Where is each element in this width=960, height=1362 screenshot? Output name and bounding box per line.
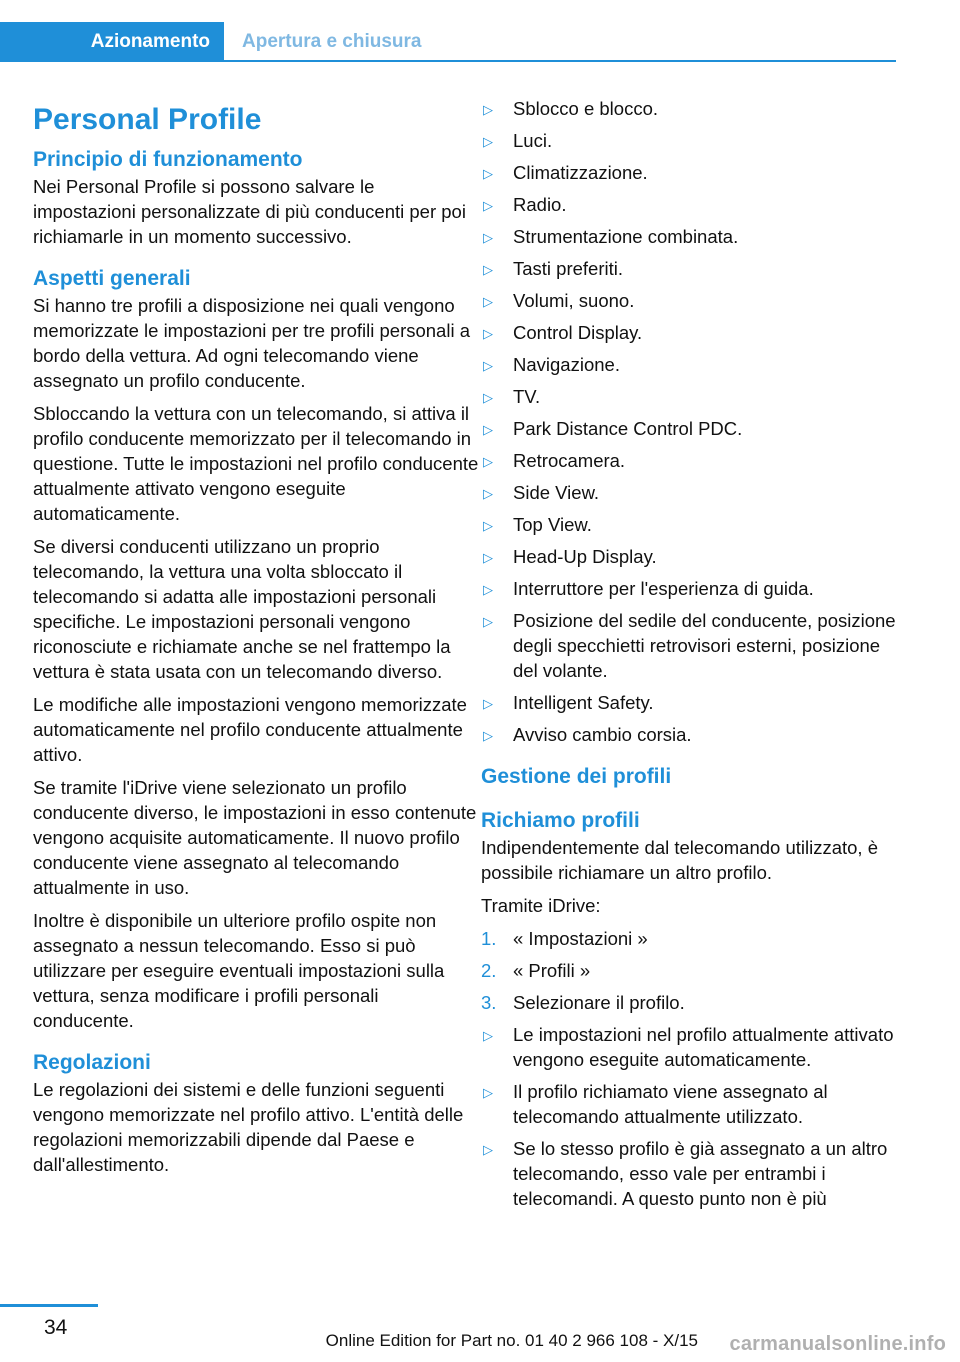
left-column bbox=[33, 96, 479, 1185]
triangle-bullet-icon: ▷ bbox=[483, 518, 493, 533]
triangle-bullet-icon: ▷ bbox=[483, 696, 493, 711]
edition-note: Online Edition for Part no. 01 40 2 966 108 - X/15 bbox=[325, 1331, 698, 1350]
list-item: ▷ Intelligent Safety. bbox=[481, 690, 901, 715]
triangle-bullet-icon: ▷ bbox=[483, 614, 493, 629]
list-item: ▷ Luci. bbox=[481, 128, 901, 153]
list-item: ▷ Avviso cambio corsia. bbox=[481, 722, 901, 747]
list-item: ▷ Navigazione. bbox=[481, 352, 901, 377]
paragraph: Se tramite l'iDrive viene selezionato un profilo conducente diverso, le impostazioni in esso contenute vengono acquisite automaticamente. Il nuovo profilo conducente viene assegnato al telecomando attualmente in uso. bbox=[33, 777, 477, 898]
triangle-bullet-icon: ▷ bbox=[483, 728, 493, 743]
triangle-bullet-icon: ▷ bbox=[483, 1142, 493, 1157]
list-item: ▷ Il profilo richiamato viene assegnato al telecomando attualmente utilizzato. bbox=[483, 1081, 828, 1127]
list-item: ▷ Retrocamera. bbox=[481, 448, 901, 473]
triangle-bullet-icon: ▷ bbox=[483, 422, 493, 437]
list-item: ▷ TV. bbox=[481, 384, 901, 409]
paragraph: Le regolazioni dei sistemi e delle funzioni seguenti vengono memorizzate nel profilo attivo. L'entità delle regolazioni memorizzabili dipende dal Paese e dall'allestimento. bbox=[33, 1079, 464, 1175]
list-item: ▷ Climatizzazione. bbox=[481, 160, 901, 185]
triangle-bullet-icon: ▷ bbox=[483, 198, 493, 213]
list-item: ▷ Tasti preferiti. bbox=[481, 256, 901, 281]
section-tab[interactable]: Apertura e chiusura bbox=[242, 31, 422, 52]
step-item: 3. Selezionare il profilo. bbox=[481, 992, 685, 1013]
triangle-bullet-icon: ▷ bbox=[483, 230, 493, 245]
triangle-bullet-icon: ▷ bbox=[483, 550, 493, 565]
list-item: ▷ Interruttore per l'esperienza di guida. bbox=[481, 576, 901, 601]
list-item: ▷ Head-Up Display. bbox=[481, 544, 901, 569]
triangle-bullet-icon: ▷ bbox=[483, 134, 493, 149]
triangle-bullet-icon: ▷ bbox=[483, 326, 493, 341]
heading-gestione-profili: Gestione dei profili bbox=[481, 765, 672, 788]
chapter-tab-active[interactable]: Azionamento bbox=[0, 22, 224, 62]
list-item: ▷ Le impostazioni nel profilo attualmente attivato vengono eseguite automaticamente. bbox=[483, 1024, 894, 1070]
triangle-bullet-icon: ▷ bbox=[483, 358, 493, 373]
step-item: 1. « Impostazioni » bbox=[481, 928, 648, 949]
list-item: ▷ Volumi, suono. bbox=[481, 288, 901, 313]
watermark: carmanualsonline.info bbox=[729, 1333, 946, 1355]
footer-rule bbox=[0, 1304, 98, 1307]
triangle-bullet-icon: ▷ bbox=[483, 1085, 493, 1100]
paragraph: Inoltre è disponibile un ulteriore profilo ospite non assegnato a nessun telecomando. Esso si può utilizzare per eseguire eventuali impostazioni sulla vettura, senza modificare i profili personali conducente. bbox=[33, 910, 445, 1031]
list-item: ▷ Strumentazione combinata. bbox=[481, 224, 901, 249]
page-number: 34 bbox=[44, 1316, 68, 1339]
list-item: ▷ Radio. bbox=[481, 192, 901, 217]
heading-aspetti-generali: Aspetti generali bbox=[33, 267, 191, 290]
heading-principio: Principio di funzionamento bbox=[33, 148, 303, 171]
paragraph: Nei Personal Profile si possono salvare le impostazioni personalizzate di più conducenti per poi richiamarle in un momento successivo. bbox=[33, 176, 466, 247]
triangle-bullet-icon: ▷ bbox=[483, 582, 493, 597]
list-item: ▷ Top View. bbox=[481, 512, 901, 537]
right-column bbox=[481, 96, 901, 1218]
paragraph: Si hanno tre profili a disposizione nei quali vengono memorizzate le impostazioni per tre profili personali a bordo della vettura. Ad ogni telecomando viene assegnato un profilo conducente. bbox=[33, 295, 470, 391]
triangle-bullet-icon: ▷ bbox=[483, 294, 493, 309]
triangle-bullet-icon: ▷ bbox=[483, 454, 493, 469]
paragraph: Indipendentemente dal telecomando utilizzato, è possibile richiamare un altro profilo. bbox=[481, 837, 878, 883]
step-item: 2. « Profili » bbox=[481, 960, 591, 981]
heading-richiamo-profili: Richiamo profili bbox=[481, 809, 640, 832]
list-item: ▷ Se lo stesso profilo è già assegnato a un altro telecomando, esso vale per entrambi i telecomandi. A questo punto non è più bbox=[483, 1138, 888, 1209]
triangle-bullet-icon: ▷ bbox=[483, 390, 493, 405]
triangle-bullet-icon: ▷ bbox=[483, 486, 493, 501]
list-item: ▷ Control Display. bbox=[481, 320, 901, 345]
triangle-bullet-icon: ▷ bbox=[483, 166, 493, 181]
paragraph: Sbloccando la vettura con un telecomando, si attiva il profilo conducente memorizzato per il telecomando in questione. Tutte le impostazioni nel profilo conducente attualmente attivato vengono eseguite automaticamente. bbox=[33, 403, 479, 524]
settings-list bbox=[481, 96, 901, 747]
paragraph: Tramite iDrive: bbox=[481, 895, 601, 916]
triangle-bullet-icon: ▷ bbox=[483, 262, 493, 277]
paragraph: Se diversi conducenti utilizzano un proprio telecomando, la vettura una volta sbloccato il telecomando si adatta alle impostazioni personali specifiche. Le impostazioni personali vengono riconosciute e richiamate anche se nel frattempo la vettura è stata usata con un telecomando diverso. bbox=[33, 536, 451, 682]
list-item: ▷ Side View. bbox=[481, 480, 901, 505]
list-item: ▷ Park Distance Control PDC. bbox=[481, 416, 901, 441]
steps-list bbox=[481, 926, 901, 1211]
page-header bbox=[0, 22, 896, 62]
triangle-bullet-icon: ▷ bbox=[483, 102, 493, 117]
paragraph: Le modifiche alle impostazioni vengono memorizzate automaticamente nel profilo conducente attualmente attivo. bbox=[33, 694, 467, 765]
list-item: ▷ Sblocco e blocco. bbox=[481, 96, 901, 121]
triangle-bullet-icon: ▷ bbox=[483, 1028, 493, 1043]
page-title: Personal Profile bbox=[33, 103, 262, 136]
heading-regolazioni: Regolazioni bbox=[33, 1051, 151, 1074]
list-item: ▷ Posizione del sedile del conducente, posizione degli specchietti retrovisori esterni, posizione del volante. bbox=[483, 610, 896, 681]
